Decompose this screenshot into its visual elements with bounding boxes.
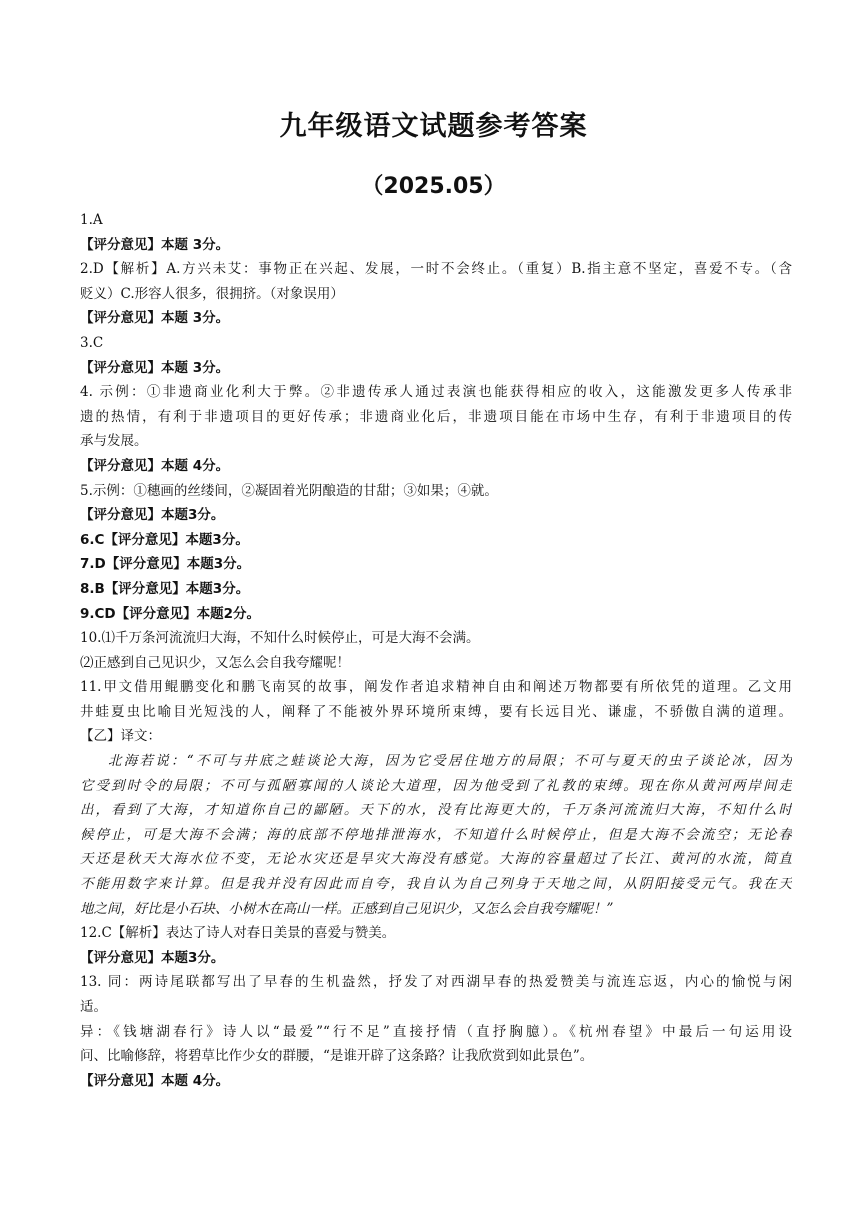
answer-text-line: 5.示例：①穗画的丝缕间，②凝固着光阴酿造的甘甜；③如果；④就。 — [80, 482, 498, 499]
answer-text-line: 2.D【解析】A.方兴未艾：事物正在兴起、发展，一时不会终止。（重复）B.指主意不坚定，喜爱不专。（含 — [80, 261, 792, 278]
answer-text-line: 【乙】译文： — [80, 728, 161, 745]
scoring-note-line: 8.B【评分意见】本题3分。 — [80, 580, 250, 597]
answer-text-line: 异：《钱塘湖春行》诗人以“最爱”“行不足”直接抒情（直抒胸臆）。《杭州春望》中最后一句运用设 — [80, 1023, 792, 1040]
answer-text-line: 适。 — [80, 999, 107, 1015]
answer-text-line: 北海若说：“不可与井底之蛙谈论大海，因为它受居住地方的局限；不可与夏天的虫子谈论冰，因为 — [108, 753, 792, 770]
answer-text-line: 遗的热情，有利于非遗项目的更好传承；非遗商业化后，非遗项目能在市场中生存，有利于非遗项目的传 — [80, 408, 792, 425]
answer-text-line: 承与发展。 — [80, 433, 148, 450]
scoring-note-line: 【评分意见】本题 3分。 — [80, 359, 230, 376]
answer-body — [80, 208, 792, 1093]
scoring-note-line: 【评分意见】本题 4分。 — [80, 1072, 230, 1089]
answer-text-line: 11.甲文借用鲲鹏变化和鹏飞南冥的故事，阐发作者追求精神自由和阐述万物都要有所依凭的道理。乙文用 — [80, 679, 792, 696]
answer-text-line: 10.⑴千万条河流流归大海，不知什么时候停止，可是大海不会满。 — [80, 630, 480, 647]
scoring-note-line: 6.C【评分意见】本题3分。 — [80, 531, 249, 548]
answer-text-line: 问、比喻修辞，将碧草比作少女的群腰，“是谁开辟了这条路？让我欣赏到如此景色”。 — [80, 1048, 594, 1065]
answer-text-line: 1.A — [80, 212, 103, 228]
scoring-note-line: 【评分意见】本题 3分。 — [80, 236, 230, 253]
answer-text-line: 13. 同：两诗尾联都写出了早春的生机盎然，抒发了对西湖早春的热爱赞美与流连忘返，内心的愉悦与闲 — [80, 974, 792, 991]
document-date: （2025.05） — [361, 174, 506, 199]
scoring-note-line: 【评分意见】本题3分。 — [80, 949, 225, 966]
scoring-note-line: 【评分意见】本题3分。 — [80, 507, 225, 524]
scoring-note-line: 【评分意见】本题 3分。 — [80, 310, 230, 327]
answer-text-line: 出，看到了大海，才知道你自己的鄙陋。天下的水，没有比海更大的，千万条河流流归大海，不知什么时 — [80, 802, 792, 819]
answer-text-line: 井蛙夏虫比喻目光短浅的人，阐释了不能被外界环境所束缚，要有长远目光、谦虚，不骄傲自满的道理。 — [80, 703, 792, 720]
answer-text-line: 贬义）C.形容人很多，很拥挤。（对象误用） — [80, 285, 344, 302]
scoring-note-line: 【评分意见】本题 4分。 — [80, 457, 230, 474]
answer-text-line: 4. 示例：①非遗商业化利大于弊。②非遗传承人通过表演也能获得相应的收入，这能激发更多人传承非 — [80, 384, 792, 401]
answer-text-line: 地之间，好比是小石块、小树木在高山一样。正感到自己见识少，又怎么会自我夸耀呢！” — [80, 900, 614, 917]
answer-text-line: 12.C【解析】表达了诗人对春日美景的喜爱与赞美。 — [80, 925, 396, 942]
answer-text-line: 天还是秋天大海水位不变，无论水灾还是旱灾大海没有感觉。大海的容量超过了长江、黄河的水流，简直 — [80, 851, 792, 868]
scoring-note-line: 9.CD【评分意见】本题2分。 — [80, 605, 261, 622]
answer-text-line: 候停止，可是大海不会满；海的底部不停地排泄海水，不知道什么时候停止，但是大海不会流空；无论春 — [80, 826, 792, 843]
answer-text-line: 不能用数字来计算。但是我并没有因此而自夸，我自认为自己列身于天地之间，从阴阳接受元气。我在天 — [80, 876, 792, 893]
scoring-note-line: 7.D【评分意见】本题3分。 — [80, 556, 251, 573]
answer-text-line: 3.C — [80, 334, 104, 351]
document-title: 九年级语文试题参考答案 — [279, 111, 588, 142]
answer-text-line: ⑵正感到自己见识少，又怎么会自我夸耀呢！ — [80, 654, 350, 671]
answer-text-line: 它受到时令的局限；不可与孤陋寡闻的人谈论大道理，因为他受到了礼教的束缚。现在你从黄河两岸间走 — [80, 777, 792, 794]
